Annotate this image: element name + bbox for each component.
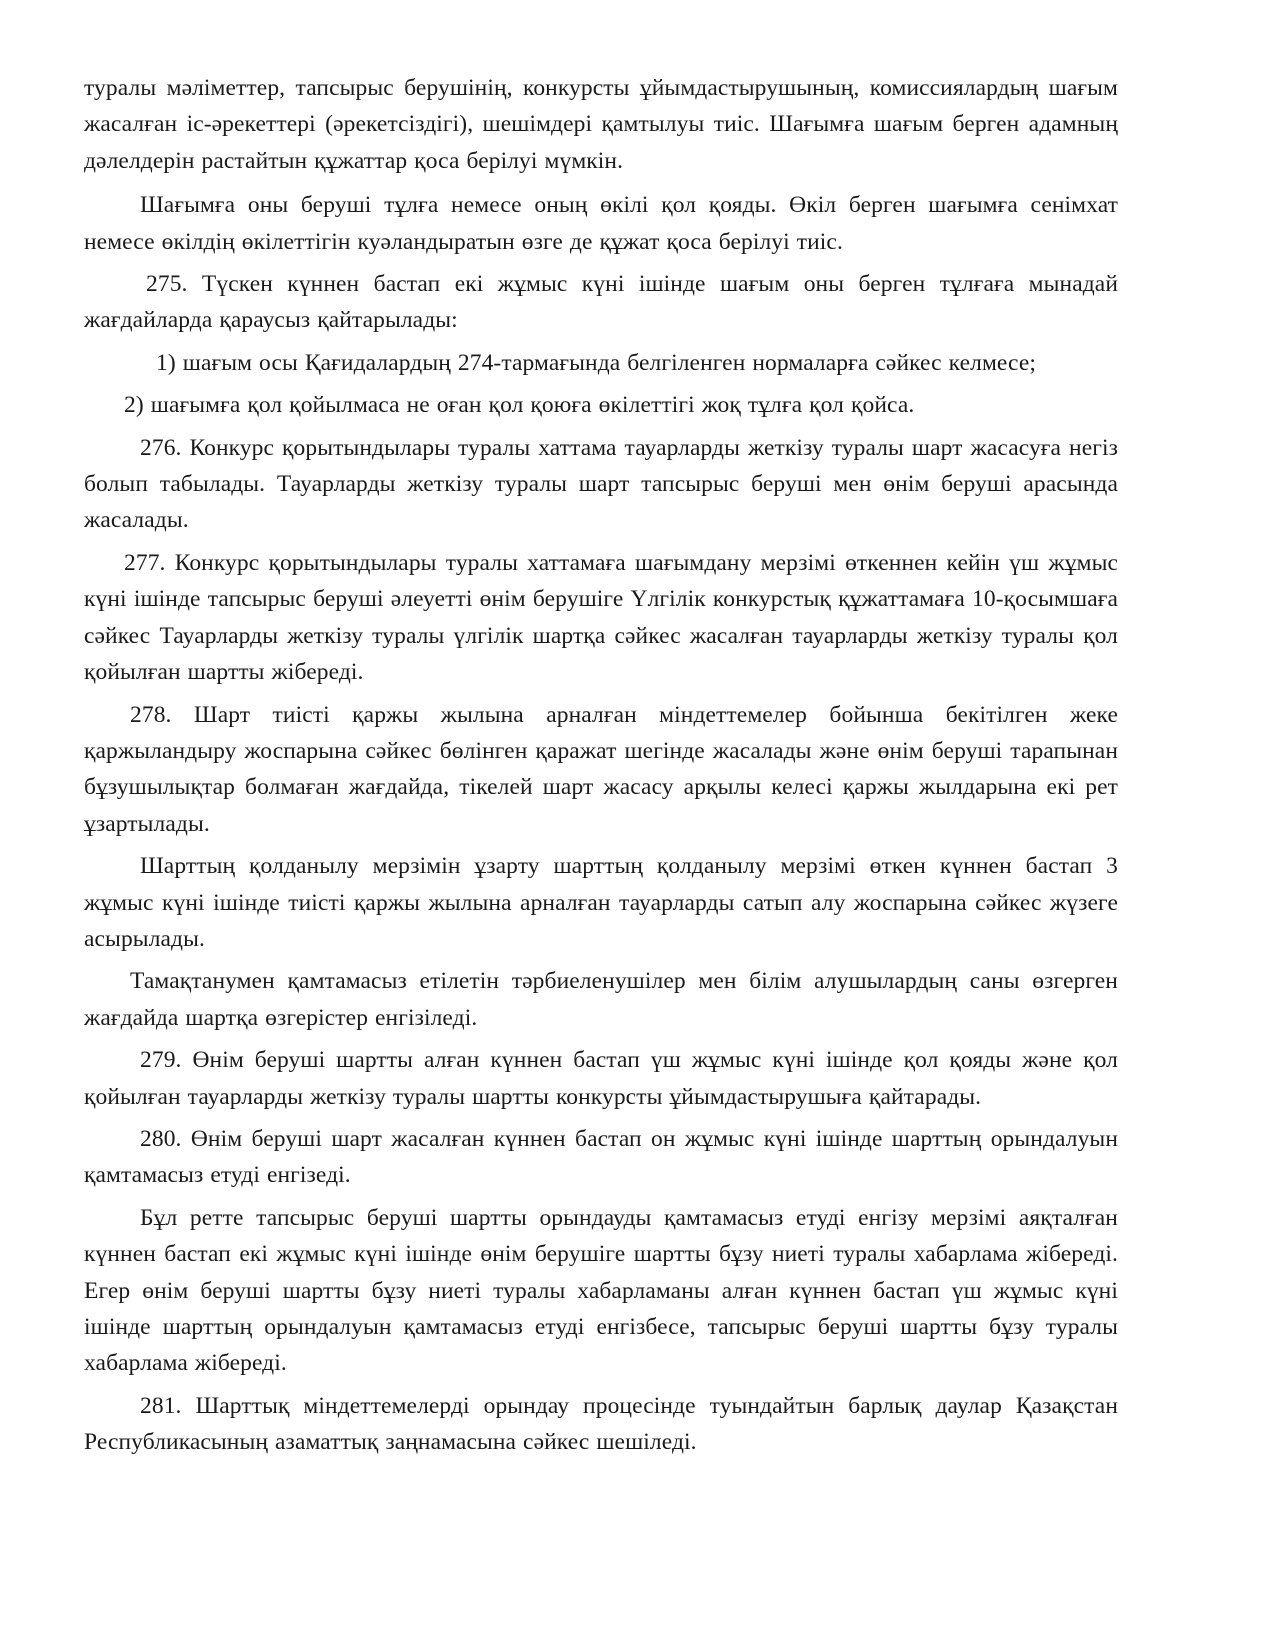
paragraph-complaint-contents: туралы мәліметтер, тапсырыс берушінің, конкурсты ұйымдастырушының, комиссиялардың шағым жасалған іс-әрекеттері (әрекетсіздігі), шешімдері қамтылуы тиіс. Шағымға шағым берген адамның дәлелдерін растайтын құжаттар қоса берілуі мүмкін. (84, 75, 1118, 174)
paragraph-281: 281. Шарттық міндеттемелерді орындау процесінде туындайтын барлық даулар Қазақстан Республикасының азаматтық заңнамасына сәйкес шешіледі. (84, 1392, 1118, 1456)
paragraph-277: 277. Конкурс қорытындылары туралы хаттамаға шағымдану мерзімі өткеннен кейін үш жұмыс күні ішінде тапсырыс беруші әлеуетті өнім берушіге Үлгілік конкурстық құжаттамаға 10-қосымшаға сәйкес Тауарларды жеткізу туралы үлгілік шартқа сәйкес жасалған тауарларды жеткізу туралы қол қойылған шартты жібереді. (84, 549, 1118, 686)
paragraph-complaint-signature: Шағымға оны беруші тұлға немесе оның өкілі қол қояды. Өкіл берген шағымға сенімхат немесе өкілдің өкілеттігін куәландыратын өзге де құжат қоса берілуі тиіс. (84, 192, 1118, 255)
paragraph-278-changes: Тамақтанумен қамтамасыз етілетін тәрбиеленушілер мен білім алушылардың саны өзгерген жағдайда шартқа өзгерістер енгізіледі. (84, 968, 1118, 1031)
paragraph-278: 278. Шарт тиісті қаржы жылына арналған міндеттемелер бойынша бекітілген жеке қаржыландыру жоспарына сәйкес бөлінген қаражат шегінде жасалады және өнім беруші тарапынан бұзушылықтар болмаған жағдайда, тікелей шарт жасасу арқылы келесі қаржы жылдарына екі рет ұзартылады. (84, 701, 1118, 837)
paragraph-279: 279. Өнім беруші шартты алған күннен бастап үш жұмыс күні ішінде қол қояды және қол қойылған тауарларды жеткізу туралы шартты конкурсты ұйымдастырушыға қайтарады. (84, 1047, 1118, 1110)
paragraph-276: 276. Конкурс қорытындылары туралы хаттама тауарларды жеткізу туралы шарт жасасуға негіз болып табылады. Тауарларды жеткізу туралы шарт тапсырыс беруші мен өнім беруші арасында жасалады. (84, 434, 1118, 534)
paragraph-280: 280. Өнім беруші шарт жасалған күннен бастап он жұмыс күні ішінде шарттың орындалуын қамтамасыз етуді енгізеді. (84, 1125, 1118, 1189)
document-page (84, 70, 1118, 1467)
paragraph-278-extension: Шарттың қолданылу мерзімін ұзарту шарттың қолданылу мерзімі өткен күннен бастап 3 жұмыс күні ішінде тиісті қаржы жылына арналған тауарларды сатып алу жоспарына сәйкес жүзеге асырылады. (84, 853, 1118, 952)
paragraph-280-notice: Бұл ретте тапсырыс беруші шартты орындауды қамтамасыз етуді енгізу мерзімі аяқталған күннен бастап екі жұмыс күні ішінде өнім берушіге шартты бұзу ниеті туралы хабарлама жібереді. Егер өнім беруші шартты бұзу ниеті туралы хабарламаны алған күннен бастап үш жұмыс күні ішінде шарттың орындалуын қамтамасыз етуді енгізбесе, тапсырыс беруші шартты бұзу туралы хабарлама жібереді. (84, 1204, 1118, 1377)
paragraph-275-item-2: 2) шағымға қол қойылмаса не оған қол қоюға өкілеттігі жоқ тұлға қол қойса. (124, 392, 915, 419)
paragraph-275: 275. Түскен күннен бастап екі жұмыс күні ішінде шағым оны берген тұлғаға мынадай жағдайларда қараусыз қайтарылады: (84, 271, 1118, 334)
paragraph-275-item-1: 1) шағым осы Қағидалардың 274-тармағында белгіленген нормаларға сәйкес келмесе; (156, 349, 1037, 376)
